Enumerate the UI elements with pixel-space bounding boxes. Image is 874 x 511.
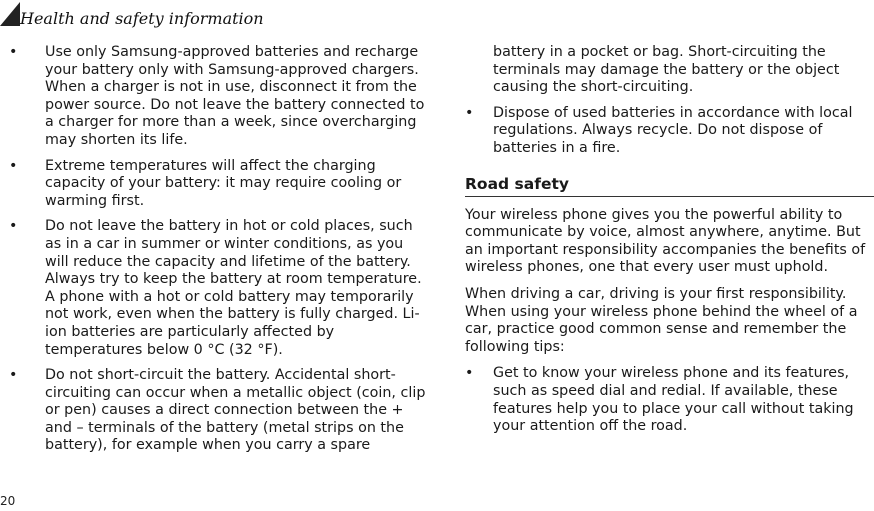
paragraph: Your wireless phone gives you the powerful ability to communicate by voice, almost anywhere, anytime. But an important responsibility accompanies the benefits of wireless phones, one that every user must uphold. — [465, 206, 866, 276]
list-item: • Do not short-circuit the battery. Accidental short-circuiting can occur when a metallic object (coin, clip or pen) causes a direct connection between the + and – terminals of the battery (metal strips on the battery), for example when you carry a spare — [0, 367, 430, 455]
left-column — [0, 44, 430, 463]
page-header-title: Health and safety information — [20, 9, 264, 28]
list-item: • Extreme temperatures will affect the charging capacity of your battery: it may require cooling or warming first. — [0, 158, 430, 211]
page-number: 20 — [0, 494, 16, 508]
list-item: • Dispose of used batteries in accordance with local regulations. Always recycle. Do not dispose of batteries in a fire. — [465, 105, 874, 158]
list-item: • Do not leave the battery in hot or cold places, such as in a car in summer or winter conditions, as you will reduce the capacity and lifetime of the battery. Always try to keep the battery at room temperature. A phone with a hot or cold battery may temporarily not work, even when the battery is fully charged. Li-ion batteries are particularly affected by temperatures below 0 °C (32 °F). — [0, 218, 430, 359]
header-decoration — [0, 2, 20, 26]
continued-text: battery in a pocket or bag. Short-circuiting the terminals may damage the battery or the object causing the short-circuiting. — [493, 44, 840, 96]
list-item: • Use only Samsung-approved batteries and recharge your battery only with Samsung-approved chargers. When a charger is not in use, disconnect it from the power source. Do not leave the battery connected to a charger for more than a week, since overcharging may shorten its life. — [0, 44, 430, 150]
right-column — [465, 44, 874, 444]
list-item: • Get to know your wireless phone and its features, such as speed dial and redial. If available, these features help you to place your call without taking your attention off the road. — [465, 365, 874, 435]
section-heading: Road safety — [465, 174, 874, 197]
paragraph: When driving a car, driving is your first responsibility. When using your wireless phone behind the wheel of a car, practice good common sense and remember the following tips: — [465, 285, 858, 355]
